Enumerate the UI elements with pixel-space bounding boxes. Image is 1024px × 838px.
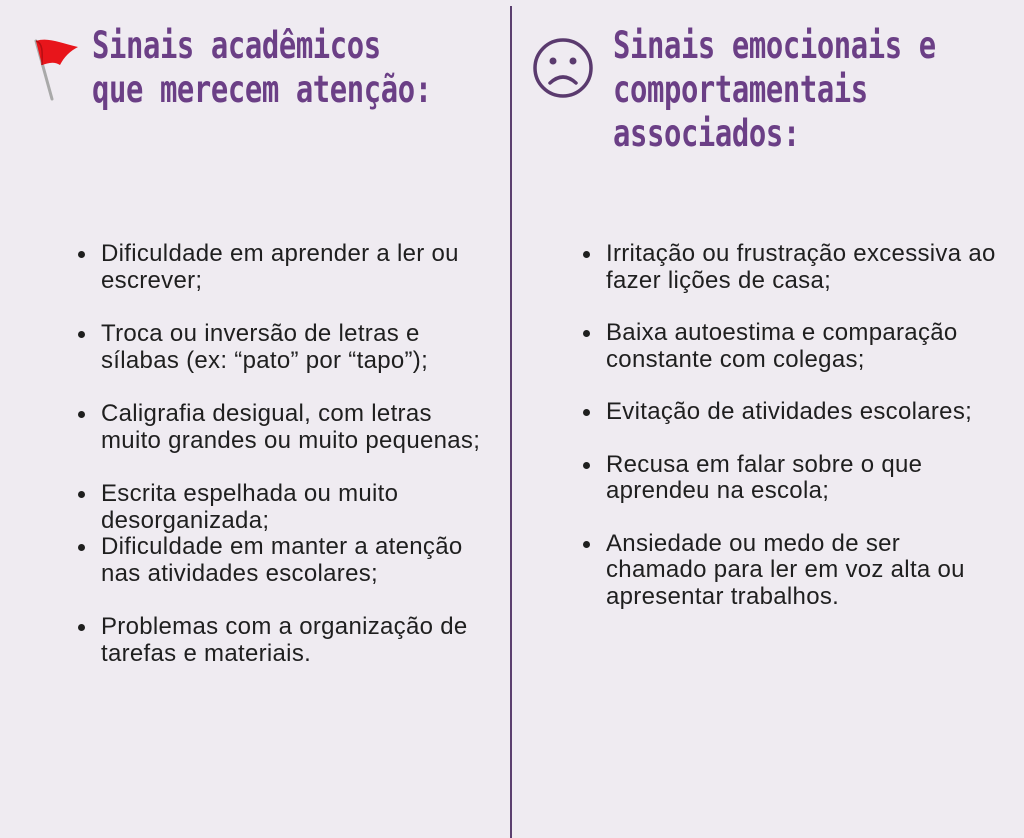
academic-signs-title — [92, 24, 432, 112]
list-item: Irritação ou frustração excessiva ao fazer lições de casa; — [581, 241, 1001, 294]
red-flag-icon — [30, 33, 84, 103]
list-item: Troca ou inversão de letras e sílabas (ex: “pato” por “tapo”); — [76, 321, 496, 374]
list-item: Problemas com a organização de tarefas e materiais. — [76, 614, 496, 667]
title-line: Sinais emocionais e — [613, 24, 936, 67]
list-item: Dificuldade em aprender a ler ou escrever; — [76, 241, 496, 294]
list-item: Evitação de atividades escolares; — [581, 399, 1001, 426]
title-line: associados: — [613, 112, 800, 155]
list-item: Dificuldade em manter a atenção nas atividades escolares; — [76, 534, 496, 587]
list-item: Ansiedade ou medo de ser chamado para ler em voz alta ou apresentar trabalhos. — [581, 531, 1001, 611]
emotional-signs-title — [613, 24, 936, 156]
list-item: Escrita espelhada ou muito desorganizada; — [76, 481, 496, 534]
emotional-signs-list — [581, 241, 1001, 610]
column-divider — [510, 6, 512, 838]
title-line: Sinais acadêmicos — [92, 24, 381, 67]
academic-signs-list — [76, 241, 496, 667]
list-item: Caligrafia desigual, com letras muito grandes ou muito pequenas; — [76, 401, 496, 454]
list-item: Baixa autoestima e comparação constante com colegas; — [581, 320, 1001, 373]
title-line: comportamentais — [613, 68, 868, 111]
title-line: que merecem atenção: — [92, 68, 432, 111]
list-item: Recusa em falar sobre o que aprendeu na escola; — [581, 452, 1001, 505]
sad-face-icon — [532, 37, 594, 99]
